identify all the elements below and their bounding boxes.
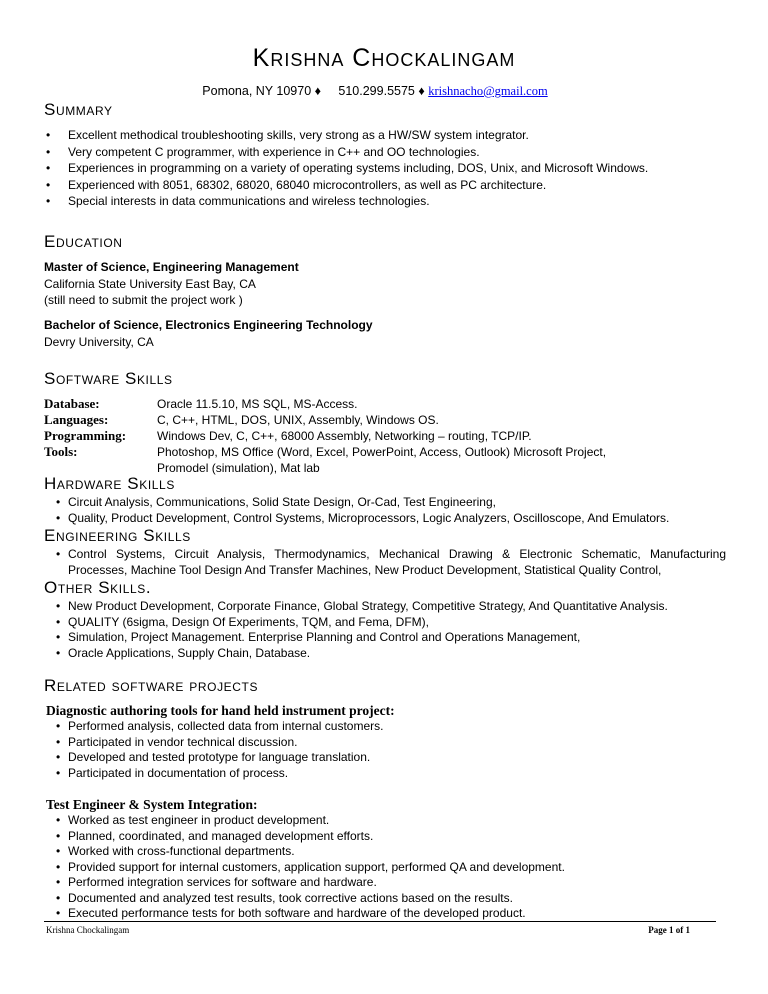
table-row: [44, 444, 606, 476]
bullet: •: [56, 547, 61, 561]
contact-line: [0, 84, 750, 99]
project-items: [46, 719, 383, 781]
list-item: • Excellent methodical troubleshooting skills, very strong as a HW/SW system integrator.: [46, 127, 648, 144]
skill-key: Database:: [44, 396, 100, 411]
summary-heading: Summary: [44, 100, 113, 119]
skill-value: Windows Dev, C, C++, 68000 Assembly, Networking – routing, TCP/IP.: [157, 429, 532, 443]
degree-title: Bachelor of Science, Electronics Engineering Technology: [44, 318, 373, 332]
location: Pomona, NY 10970: [202, 84, 312, 98]
hardware-skills-list: [46, 495, 669, 526]
degree-school: California State University East Bay, CA: [44, 276, 256, 291]
education-entry-bachelors: [44, 317, 373, 350]
skill-key: Tools:: [44, 444, 78, 459]
footer-rule: [44, 921, 716, 922]
degree-note: (still need to submit the project work ): [44, 293, 243, 307]
list-item: • Experienced with 8051, 68302, 68020, 68040 microcontrollers, as well as PC architecture.: [46, 177, 648, 194]
list-item: • Performed integration services for software and hardware.: [46, 875, 565, 891]
list-item: • Worked with cross-functional departments.: [46, 844, 565, 860]
table-row: [44, 396, 606, 412]
email-link[interactable]: krishnacho@gmail.com: [428, 84, 548, 98]
summary-list: [46, 127, 648, 210]
skill-value: Photoshop, MS Office (Word, Excel, PowerPoint, Access, Outlook) Microsoft Project, Promodel (simulation), Mat lab: [157, 445, 607, 475]
skill-key: Languages:: [44, 412, 109, 427]
list-item: • Circuit Analysis, Communications, Solid State Design, Or-Cad, Test Engineering,: [46, 495, 669, 511]
footer-name: Krishna Chockalingam: [46, 925, 130, 935]
list-item: • Very competent C programmer, with experience in C++ and OO technologies.: [46, 144, 648, 161]
list-item: • Participated in vendor technical discussion.: [46, 735, 383, 751]
skill-value: Oracle 11.5.10, MS SQL, MS-Access.: [157, 397, 358, 411]
engineering-skills-item: • Control Systems, Circuit Analysis, Thermodynamics, Mechanical Drawing & Electronic Schematic, Manufacturing Processes, Machine Tool Design And Transfer Machines, New Product Development, Statistical Quality Control,: [56, 547, 726, 577]
phone: 510.299.5575: [338, 84, 415, 98]
list-item: • Worked as test engineer in product development.: [46, 813, 565, 829]
list-item: • Simulation, Project Management. Enterprise Planning and Control and Operations Management,: [46, 630, 668, 646]
engineering-skills-heading: Engineering Skills: [44, 526, 191, 545]
list-item: • Provided support for internal customers, application support, performed QA and development.: [46, 860, 565, 876]
skill-key: Programming:: [44, 428, 127, 443]
software-skills-heading: Software Skills: [44, 369, 173, 388]
project-items: [46, 813, 565, 922]
projects-heading: Related software projects: [44, 676, 259, 695]
project-title: Test Engineer & System Integration:: [46, 797, 258, 812]
page-number: Page 1 of 1: [648, 925, 690, 935]
separator-diamond: ♦: [314, 84, 325, 98]
list-item: • Special interests in data communications and wireless technologies.: [46, 193, 648, 210]
table-row: [44, 412, 606, 428]
list-item: • Performed analysis, collected data from internal customers.: [46, 719, 383, 735]
other-skills-list: [46, 599, 668, 661]
list-item: • Executed performance tests for both software and hardware of the developed product.: [46, 906, 565, 922]
list-item: • Experiences in programming on a variety of operating systems including, DOS, Unix, and Microsoft Windows.: [46, 160, 648, 177]
list-item: • Participated in documentation of process.: [46, 766, 383, 782]
education-entry-masters: [44, 259, 299, 309]
project-title: Diagnostic authoring tools for hand held instrument project:: [46, 703, 395, 718]
resume-name: Krishna Chockalingam: [252, 44, 516, 72]
other-skills-heading: Other Skills.: [44, 578, 152, 597]
degree-school: Devry University, CA: [44, 334, 154, 349]
list-item: • New Product Development, Corporate Finance, Global Strategy, Competitive Strategy, And Quantitative Analysis.: [46, 599, 668, 615]
list-item: • Developed and tested prototype for language translation.: [46, 750, 383, 766]
hardware-skills-heading: Hardware Skills: [44, 474, 175, 493]
software-skills-table: [44, 396, 606, 476]
separator-diamond: ♦: [418, 84, 429, 98]
table-row: [44, 428, 606, 444]
list-item: • Documented and analyzed test results, took corrective actions based on the results.: [46, 891, 565, 907]
list-item: • Planned, coordinated, and managed development efforts.: [46, 829, 565, 845]
education-heading: Education: [44, 232, 123, 251]
degree-title: Master of Science, Engineering Management: [44, 260, 299, 274]
skill-value: C, C++, HTML, DOS, UNIX, Assembly, Windows OS.: [157, 413, 439, 427]
list-item: • Quality, Product Development, Control Systems, Microprocessors, Logic Analyzers, Oscilloscope, And Emulators.: [46, 511, 669, 527]
list-item: • Oracle Applications, Supply Chain, Database.: [46, 646, 668, 662]
list-item: • QUALITY (6sigma, Design Of Experiments, TQM, and Fema, DFM),: [46, 615, 668, 631]
